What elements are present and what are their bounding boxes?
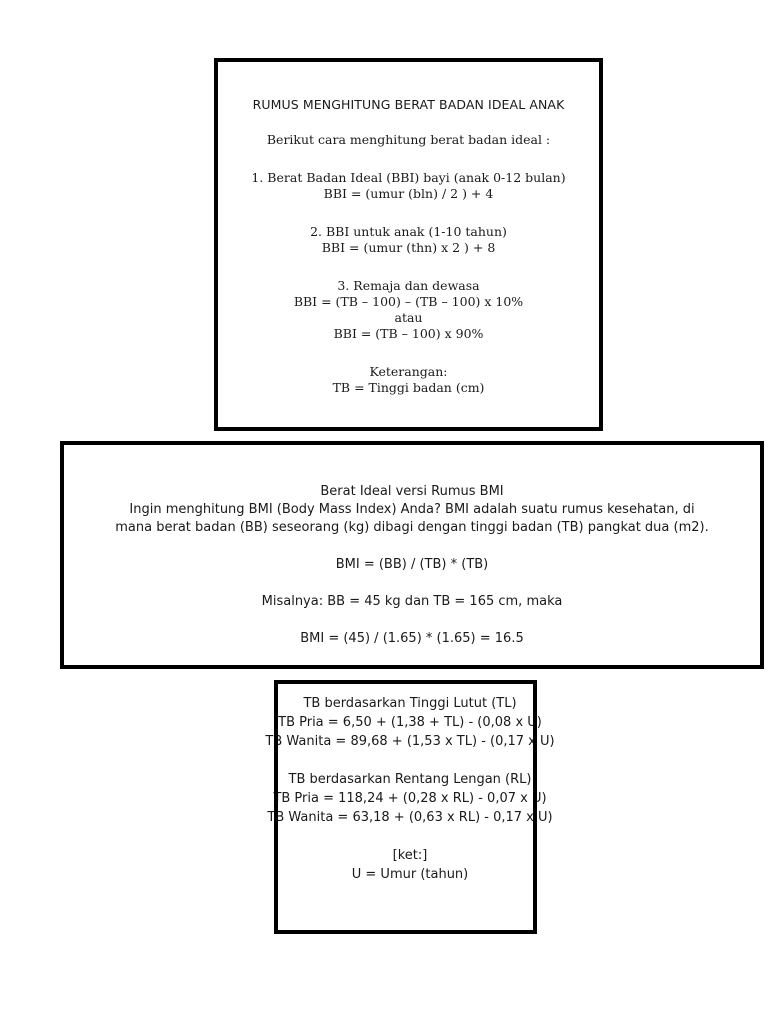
note-label: Keterangan:	[369, 364, 448, 379]
bmi-result: BMI = (45) / (1.65) * (1.65) = 16.5	[300, 631, 524, 646]
arm-span-female: TB Wanita = 63,18 + (0,63 x RL) - 0,17 x U)	[267, 810, 553, 825]
ket-text: U = Umur (tahun)	[351, 867, 469, 882]
teen-adult-formula-a: BBI = (TB – 100) – (TB – 100) x 10%	[293, 294, 524, 309]
bmi-box	[60, 441, 764, 669]
note-text: TB = Tinggi badan (cm)	[332, 380, 485, 395]
bmi-desc-line-1: Ingin menghitung BMI (Body Mass Index) Anda? BMI adalah suatu rumus kesehatan, di	[129, 502, 695, 517]
teen-adult-heading: 3. Remaja dan dewasa	[337, 278, 480, 293]
child-ideal-weight-box	[214, 58, 603, 431]
child-heading: 2. BBI untuk anak (1-10 tahun)	[310, 224, 507, 239]
child-ideal-weight-body	[218, 132, 599, 396]
ket-label: [ket:]	[392, 848, 428, 863]
bmi-example: Misalnya: BB = 45 kg dan TB = 165 cm, maka	[261, 594, 563, 609]
knee-height-heading: TB berdasarkan Tinggi Lutut (TL)	[303, 696, 517, 711]
child-ideal-weight-title: RUMUS MENGHITUNG BERAT BADAN IDEAL ANAK	[252, 97, 565, 112]
teen-adult-formula-b: BBI = (TB – 100) x 90%	[333, 326, 484, 341]
bmi-desc-line-2: mana berat badan (BB) seseorang (kg) dibagi dengan tinggi badan (TB) pangkat dua (m2).	[115, 520, 709, 535]
intro-text: Berikut cara menghitung berat badan ideal :	[266, 132, 551, 147]
height-estimate-body	[200, 694, 620, 884]
bmi-body	[64, 483, 760, 648]
teen-adult-or: atau	[394, 310, 423, 325]
knee-height-male: TB Pria = 6,50 + (1,38 + TL) - (0,08 x U)	[278, 715, 542, 730]
knee-height-female: TB Wanita = 89,68 + (1,53 x TL) - (0,17 x U)	[265, 734, 555, 749]
infant-formula: BBI = (umur (bln) / 2 ) + 4	[323, 186, 494, 201]
bmi-formula: BMI = (BB) / (TB) * (TB)	[335, 557, 489, 572]
bmi-title: Berat Ideal versi Rumus BMI	[320, 484, 504, 499]
arm-span-heading: TB berdasarkan Rentang Lengan (RL)	[288, 772, 532, 787]
arm-span-male: TB Pria = 118,24 + (0,28 x RL) - 0,07 x U)	[273, 791, 547, 806]
infant-heading: 1. Berat Badan Ideal (BBI) bayi (anak 0-12 bulan)	[251, 170, 566, 185]
child-formula: BBI = (umur (thn) x 2 ) + 8	[321, 240, 496, 255]
